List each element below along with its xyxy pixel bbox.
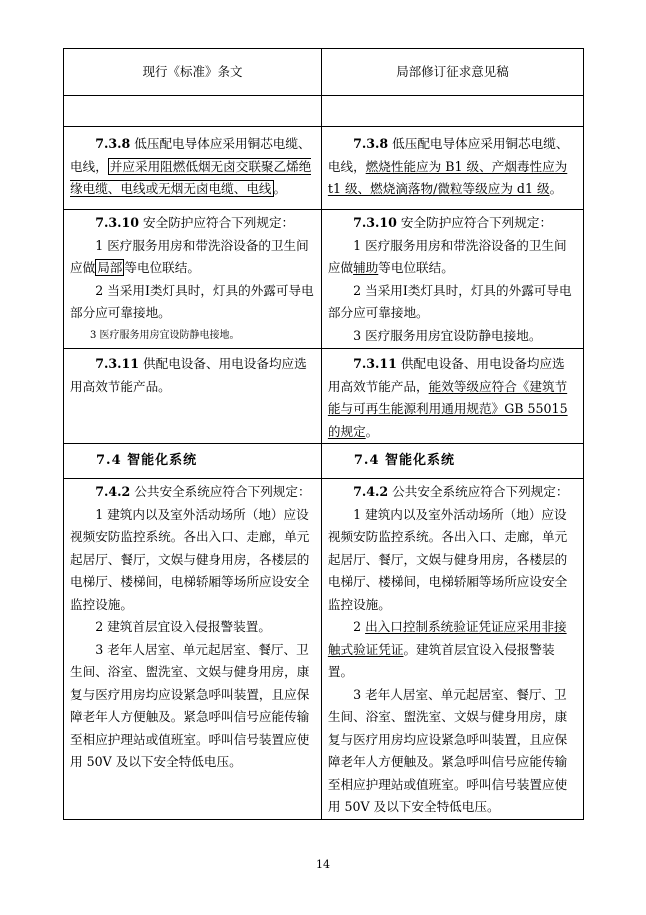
- item-text: 等电位联结。: [124, 260, 200, 275]
- clause-number: 7.3.8: [95, 136, 131, 151]
- clause-text: 。: [365, 423, 379, 439]
- clause-7310-current: [64, 210, 322, 349]
- underlined-text: 燃烧性能应为 B1 级、产烟毒性应为 t1 级、燃烧滴落物/微粒等级应为 d1 级: [327, 158, 568, 196]
- item-text: 等电位联结。: [378, 260, 454, 275]
- underlined-text: 辅助: [353, 260, 379, 275]
- clause-text: 。: [549, 181, 563, 196]
- clause-number: 7.4.2: [353, 484, 389, 499]
- clause-number: 7.4.2: [95, 484, 131, 499]
- item-text: 1 医疗服务用房和带洗浴设备的卫生间应做: [327, 237, 567, 275]
- clause-7311-current: [64, 349, 322, 444]
- item-text: 3 医疗服务用房宜设防静电接地。: [353, 327, 542, 343]
- section-heading: 7.4 智能化系统: [96, 452, 198, 468]
- section-title-revision: [321, 444, 583, 479]
- clause-text: 供配电设备、用电设备均应选用高效节能产品，: [327, 356, 565, 394]
- item-text: 2 建筑首层宜设入侵报警装置。: [95, 619, 271, 634]
- clause-text: 公共安全系统应符合下列规定：: [130, 484, 311, 499]
- clause-number: 7.3.11: [353, 356, 397, 371]
- clause-text: 低压配电导体应采用铜芯电缆、电线，: [70, 136, 311, 174]
- table-row: [64, 127, 584, 210]
- clause-number: 7.3.10: [95, 215, 140, 230]
- section-title-current: [64, 444, 322, 479]
- item-text: 1 建筑内以及室外活动场所（地）应设视频安防监控系统。各出入口、走廊，单元起居厅、餐厅，文娱与健身用房，各楼层的电梯厅、楼梯间，电梯轿厢等场所应设安全监控设施。: [327, 506, 568, 612]
- clause-text: 安全防护应符合下列规定：: [396, 215, 553, 230]
- clause-742-current: [64, 479, 322, 820]
- clause-742-revision: [321, 479, 583, 820]
- clause-text: 供配电设备、用电设备均应选用高效节能产品。: [70, 356, 307, 394]
- item-text: 3 老年人居室、单元起居室、餐厅、卫生间、浴室、盥洗室、文娱与健身用房，康复与医疗用房均应设紧急呼叫装置，且应保障老年人方便触及。紧急呼叫信号应能传输至相应护理站或值班室。呼叫信号装置应使用 50V 及以下安全特低电压。: [327, 686, 568, 814]
- clause-number: 7.3.11: [95, 356, 140, 371]
- item-text: 2 当采用Ⅰ类灯具时，灯具的外露可导电部分应可靠接地。: [70, 282, 314, 320]
- item-text: 1 建筑内以及室外活动场所（地）应设视频安防监控系统。各出入口、走廊，单元起居厅、餐厅，文娱与健身用房，各楼层的电梯厅、楼梯间，电梯轿厢等场所应设安全监控设施。: [70, 506, 310, 612]
- header-revision: 局部修订征求意见稿: [321, 49, 583, 96]
- clause-738-current: [64, 127, 322, 210]
- item-text: 3 老年人居室、单元起居室、餐厅、卫生间、浴室、盥洗室、文娱与健身用房，康复与医疗用房均应设紧急呼叫装置，且应保障老年人方便触及。紧急呼叫信号应能传输至相应护理站或值班室。呼叫信号装置应使用 50V 及以下安全特低电压。: [70, 641, 310, 769]
- table-row: [64, 210, 584, 349]
- clause-text: 安全防护应符合下列规定：: [139, 215, 295, 230]
- boxed-text: 局部: [97, 260, 123, 275]
- blank-row: [64, 96, 584, 127]
- section-row: [64, 444, 584, 479]
- clause-text: 。: [273, 181, 287, 196]
- clause-number: 7.3.10: [353, 215, 397, 230]
- clause-number: 7.3.8: [353, 136, 389, 151]
- item-text: 。建筑首层宜设入侵报警装置。: [327, 641, 555, 679]
- blank-cell-right: [321, 96, 583, 127]
- header-current: 现行《标准》条文: [64, 49, 322, 96]
- table-header-row: [64, 49, 584, 96]
- table-row: [64, 479, 584, 820]
- clause-text: 公共安全系统应符合下列规定：: [388, 484, 569, 499]
- blank-cell-left: [64, 96, 322, 127]
- underlined-text: 出入口控制系统验证凭证应采用非接触式验证凭证: [327, 619, 567, 657]
- underlined-text: 能效等级应符合《建筑节能与可再生能源利用通用规范》GB 55015 的规定: [327, 378, 568, 439]
- item-text: 1 医疗服务用房和带洗浴设备的卫生间应做: [70, 237, 309, 275]
- item-text: 2 当采用Ⅰ类灯具时，灯具的外露可导电部分应可靠接地。: [327, 282, 572, 320]
- item-text: 3 医疗服务用房宜设防静电接地。: [90, 329, 240, 341]
- clause-738-revision: [321, 127, 583, 210]
- clause-7311-revision: [321, 349, 583, 444]
- table-row: [64, 349, 584, 444]
- item-text: 2: [353, 619, 366, 634]
- clause-text: 低压配电导体应采用铜芯电缆、电线，: [327, 136, 569, 174]
- clause-7310-revision: [321, 210, 583, 349]
- comparison-table: [63, 48, 584, 820]
- boxed-text: 并应采用阻燃低烟无卤交联聚乙烯绝缘电缆、电线或无烟无卤电缆、电线: [70, 158, 312, 196]
- page-number: 14: [316, 858, 330, 871]
- section-heading: 7.4 智能化系统: [353, 452, 456, 468]
